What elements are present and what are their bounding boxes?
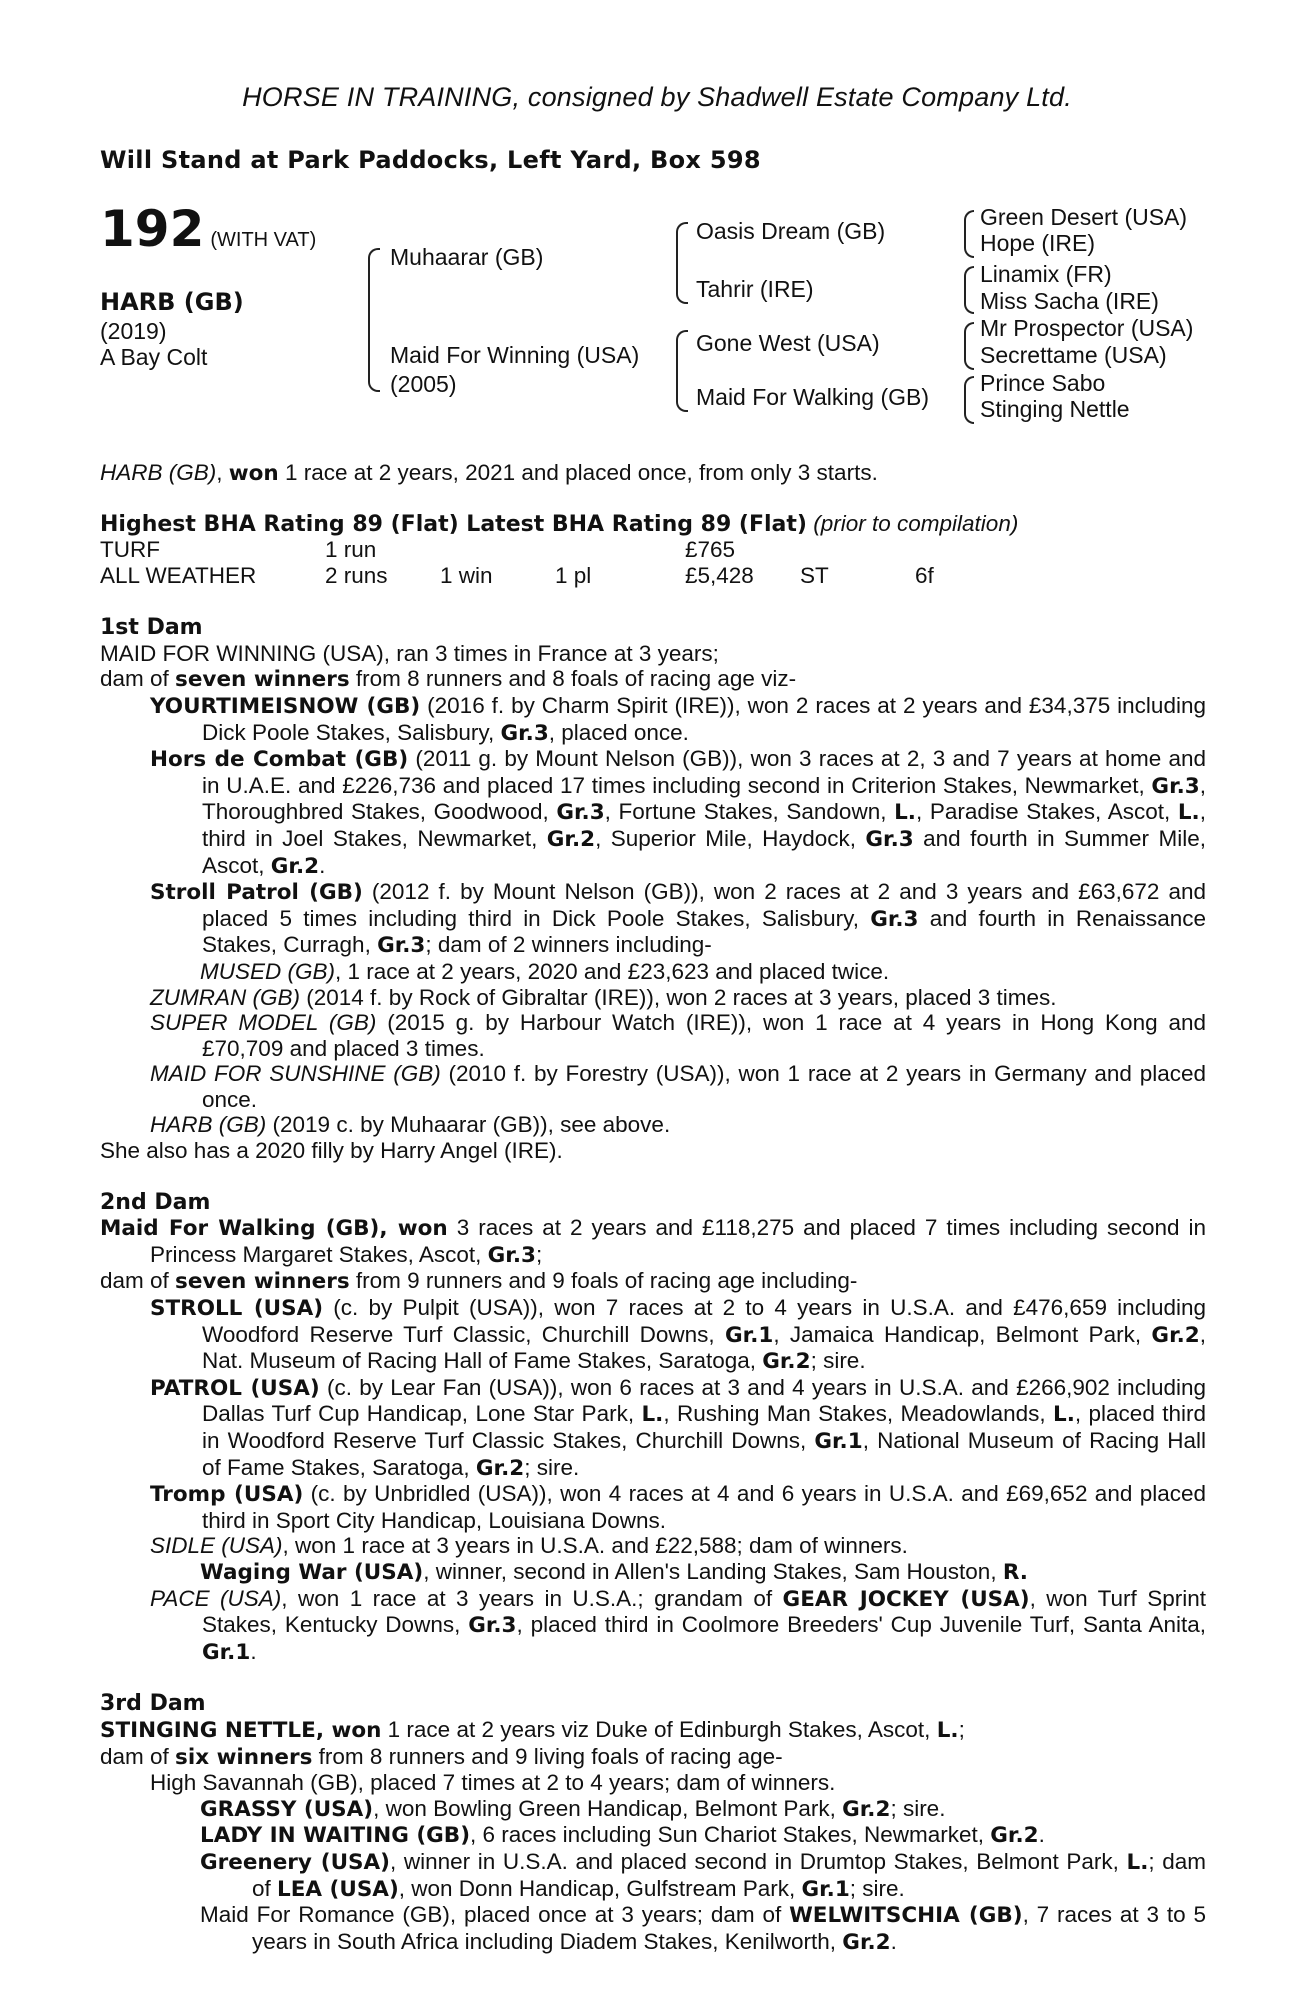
pedigree-brace-ggp4 — [964, 376, 974, 424]
dam1-produce-6: MAID FOR SUNSHINE (GB) (2010 f. by Forestry (USA)), won 1 race at 2 years in Germany and placed once. — [150, 1061, 1206, 1112]
pedigree-brace-sire — [676, 222, 688, 304]
dam1-produce-3-foal: MUSED (GB), 1 race at 2 years, 2020 and £23,623 and placed twice. — [200, 958, 890, 984]
pedigree-sire-dam: Tahrir (IRE) — [696, 276, 814, 302]
pedigree-dam-sire: Gone West (USA) — [696, 330, 880, 356]
dam2-produce-4: SIDLE (USA), won 1 race at 3 years in U.S.A. and £22,588; dam of winners. — [150, 1533, 908, 1559]
dam1-produce-5: SUPER MODEL (GB) (2015 g. by Harbour Watch (IRE)), won 1 race at 4 years in Hong Kong and £70,709 and placed 3 times. — [150, 1010, 1207, 1061]
pedigree-brace-ggp1 — [964, 210, 974, 258]
dam1-intro: MAID FOR WINNING (USA), ran 3 times in France at 3 years; — [100, 640, 719, 666]
pedigree-ggp-4: Miss Sacha (IRE) — [980, 288, 1159, 314]
dam1-produce-4: ZUMRAN (GB) (2014 f. by Rock of Gibraltar (IRE)), won 2 races at 3 years, placed 3 times. — [150, 984, 1057, 1010]
pedigree-brace-dam — [676, 330, 688, 412]
dam3-produce-intro: dam of six winners from 8 runners and 9 living foals of racing age- — [100, 1743, 783, 1770]
page-title: HORSE IN TRAINING, consigned by Shadwell Estate Company Ltd. — [242, 82, 1072, 112]
pedigree-brace-ggp3 — [964, 322, 974, 370]
pedigree-ggp-3: Linamix (FR) — [980, 261, 1112, 287]
catalogue-body — [100, 460, 1206, 1955]
pedigree-dam: Maid For Winning (USA) — [390, 342, 640, 368]
pedigree-ggp-1: Green Desert (USA) — [980, 204, 1188, 230]
stats-row-all-weather: ALL WEATHER 2 runs 1 win 1 pl £5,428 ST 6f — [100, 563, 934, 589]
lot-number: 192 — [100, 200, 205, 258]
dam3-produce-1-foal-1: GRASSY (USA), won Bowling Green Handicap, Belmont Park, Gr.2; sire. — [200, 1795, 946, 1822]
dam3-produce-1-foal-4: Maid For Romance (GB), placed once at 3 years; dam of WELWITSCHIA (GB), 7 races at 3 to 5 years in South Africa including Diadem Stakes, Kenilworth, Gr.2. — [200, 1902, 1206, 1955]
stats-row-turf: TURF 1 run £765 — [100, 537, 736, 563]
pedigree-sire-sire: Oasis Dream (GB) — [696, 218, 886, 244]
pedigree-ggp-7: Prince Sabo — [980, 370, 1106, 396]
pedigree-ggp-2: Hope (IRE) — [980, 230, 1096, 256]
pedigree-ggp-6: Secrettame (USA) — [980, 342, 1167, 368]
pedigree-ggp-8: Stinging Nettle — [980, 396, 1130, 422]
race-summary: HARB (GB), won 1 race at 2 years, 2021 and placed once, from only 3 starts. — [100, 460, 878, 486]
dam3-heading: 3rd Dam — [100, 1691, 206, 1717]
lot-vat: (WITH VAT) — [210, 229, 317, 251]
dam3-produce-1-foal-3: Greenery (USA), winner in U.S.A. and placed second in Drumtop Stakes, Belmont Park, L.; dam of LEA (USA), won Donn Handicap, Gulfstream Park, Gr.1; sire. — [200, 1848, 1207, 1902]
dam1-produce-2: Hors de Combat (GB) (2011 g. by Mount Nelson (GB)), won 3 races at 2, 3 and 7 years at home and in U.A.E. and £226,736 and placed 17 times including second in Criterion Stakes, Newmarket, Gr.3, Thoroughbred Stakes, Goodwood, Gr.3, Fortune Stakes, Sandown, L., Paradise Stakes, Ascot, L., third in Joel Stakes, Newmarket, Gr.2, Superior Mile, Haydock, Gr.3 and fourth in Summer Mile, Ascot, Gr.2. — [150, 746, 1206, 879]
dam1-heading: 1st Dam — [100, 615, 203, 641]
dam2-intro: Maid For Walking (GB), won 3 races at 2 years and £118,275 and placed 7 times including second in Princess Margaret Stakes, Ascot, Gr.3; — [100, 1215, 1207, 1268]
dam1-closing: She also has a 2020 filly by Harry Angel (IRE). — [100, 1138, 563, 1164]
dam2-produce-intro: dam of seven winners from 9 runners and 9 foals of racing age including- — [100, 1268, 858, 1295]
dam1-produce-intro: dam of seven winners from 8 runners and 8 foals of racing age viz- — [100, 666, 797, 693]
dam1-produce-1: YOURTIMEISNOW (GB) (2016 f. by Charm Spirit (IRE)), won 2 races at 2 years and £34,375 including Dick Poole Stakes, Salisbury, Gr.3, placed once. — [150, 692, 1206, 746]
pedigree-dam-dam: Maid For Walking (GB) — [696, 384, 930, 410]
dam1-produce-3: Stroll Patrol (GB) (2012 f. by Mount Nelson (GB)), won 2 races at 2 and 3 years and £63,672 and placed 5 times including third in Dick Poole Stakes, Salisbury, Gr.3 and fourth in Renaissance Stakes, Curragh, Gr.3; dam of 2 winners including- — [150, 879, 1206, 959]
horse-description: A Bay Colt — [100, 344, 208, 370]
dam3-produce-1: High Savannah (GB), placed 7 times at 2 to 4 years; dam of winners. — [150, 1770, 836, 1796]
horse-name: HARB (GB) — [100, 288, 244, 316]
dam2-produce-3: Tromp (USA) (c. by Unbridled (USA)), won 4 races at 4 and 6 years in U.S.A. and £69,652 and placed third in Sport City Handicap, Louisiana Downs. — [150, 1481, 1206, 1533]
horse-year: (2019) — [100, 318, 167, 344]
dam1-produce-7: HARB (GB) (2019 c. by Muhaarar (GB)), see above. — [150, 1112, 671, 1138]
pedigree-dam-year: (2005) — [390, 371, 457, 397]
dam2-heading: 2nd Dam — [100, 1189, 211, 1215]
lot-block — [100, 200, 316, 258]
pedigree-brace-ggp2 — [964, 266, 974, 314]
dam3-produce-1-foal-2: LADY IN WAITING (GB), 6 races including Sun Chariot Stakes, Newmarket, Gr.2. — [200, 1822, 1045, 1849]
pedigree-ggp-5: Mr Prospector (USA) — [980, 315, 1194, 341]
bha-rating: Highest BHA Rating 89 (Flat) Latest BHA Rating 89 (Flat) (prior to compilation) — [100, 510, 1019, 537]
dam2-produce-4-foal: Waging War (USA), winner, second in Allen's Landing Stakes, Sam Houston, R. — [200, 1558, 1028, 1585]
pedigree-sire: Muhaarar (GB) — [390, 244, 544, 270]
dam2-produce-2: PATROL (USA) (c. by Lear Fan (USA)), won 6 races at 3 and 4 years in U.S.A. and £266,902 including Dallas Turf Cup Handicap, Lone Star Park, L., Rushing Man Stakes, Meadowlands, L., placed third in Woodford Reserve Turf Classic Stakes, Churchill Downs, Gr.1, National Museum of Racing Hall of Fame Stakes, Saratoga, Gr.2; sire. — [150, 1374, 1207, 1481]
pedigree-brace-main — [368, 248, 380, 392]
dam2-produce-1: STROLL (USA) (c. by Pulpit (USA)), won 7 races at 2 to 4 years in U.S.A. and £476,659 including Woodford Reserve Turf Classic, Churchill Downs, Gr.1, Jamaica Handicap, Belmont Park, Gr.2, Nat. Museum of Racing Hall of Fame Stakes, Saratoga, Gr.2; sire. — [150, 1295, 1206, 1375]
stand-location: Will Stand at Park Paddocks, Left Yard, Box 598 — [100, 146, 761, 174]
dam2-produce-5: PACE (USA), won 1 race at 3 years in U.S.A.; grandam of GEAR JOCKEY (USA), won Turf Sprint Stakes, Kentucky Downs, Gr.3, placed third in Coolmore Breeders' Cup Juvenile Turf, Santa Anita, Gr.1. — [150, 1585, 1206, 1665]
dam3-intro: STINGING NETTLE, won 1 race at 2 years viz Duke of Edinburgh Stakes, Ascot, L.; — [100, 1716, 965, 1743]
